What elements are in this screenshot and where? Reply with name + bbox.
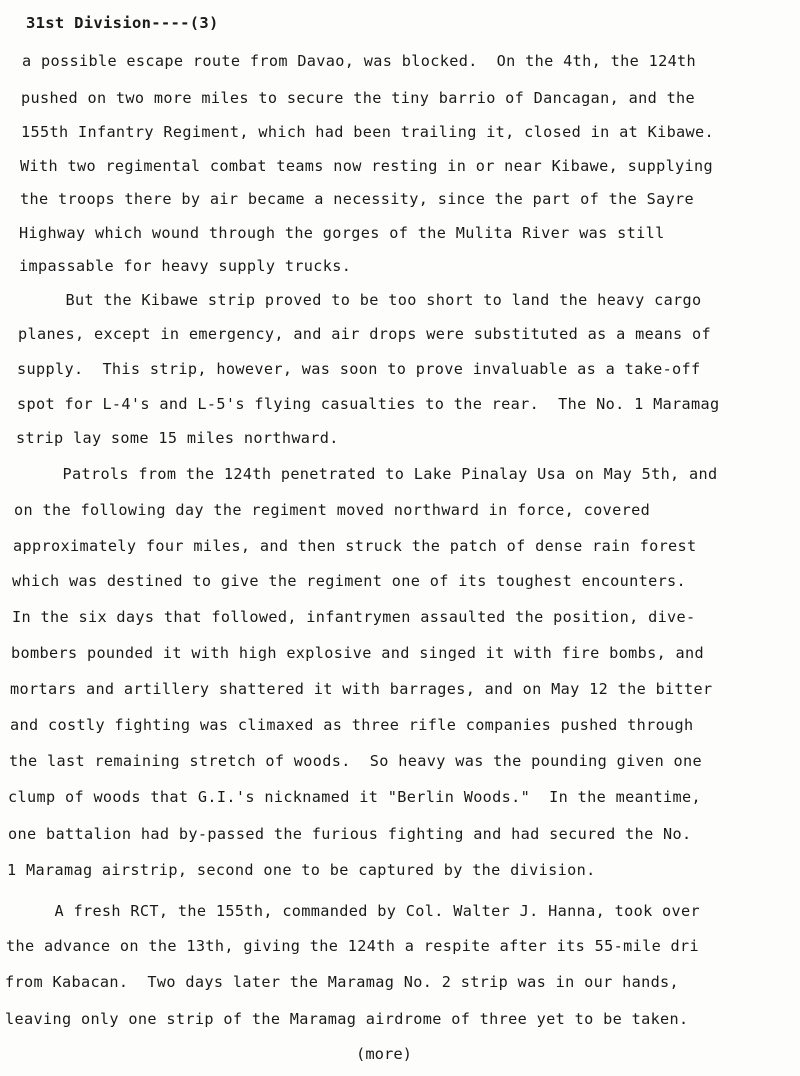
text-line: one battalion had by-passed the furious fighting and had secured the No. — [8, 825, 692, 843]
text-line: bombers pounded it with high explosive and singed it with fire bombs, and — [11, 644, 705, 662]
text-line: which was destined to give the regiment one of its toughest encounters. — [12, 572, 687, 590]
text-line: the troops there by air became a necessity, since the part of the Sayre — [20, 190, 695, 208]
text-line: supply. This strip, however, was soon to prove invaluable as a take-off — [17, 360, 701, 378]
text-line: pushed on two more miles to secure the tiny barrio of Dancagan, and the — [21, 89, 696, 107]
text-line: approximately four miles, and then struck the patch of dense rain forest — [13, 537, 697, 555]
text-line: planes, except in emergency, and air drops were substituted as a means of — [18, 325, 712, 343]
text-line: leaving only one strip of the Maramag airdrome of three yet to be taken. — [5, 1010, 689, 1028]
text-line: 155th Infantry Regiment, which had been trailing it, closed in at Kibawe. — [21, 123, 715, 141]
text-line: from Kabacan. Two days later the Maramag No. 2 strip was in our hands, — [5, 973, 680, 991]
text-line: 1 Maramag airstrip, second one to be captured by the division. — [7, 861, 596, 879]
text-line: on the following day the regiment moved northward in force, covered — [14, 501, 651, 519]
text-line: mortars and artillery shattered it with barrages, and on May 12 the bitter — [10, 680, 713, 698]
page-footer-more: (more) — [356, 1045, 412, 1063]
text-line: clump of woods that G.I.'s nicknamed it "Berlin Woods." In the meantime, — [8, 788, 702, 806]
text-line: strip lay some 15 miles northward. — [16, 429, 339, 447]
page-header: 31st Division----(3) — [26, 14, 219, 32]
text-line: the advance on the 13th, giving the 124th a respite after its 55-mile dri — [6, 937, 700, 955]
text-line: Highway which wound through the gorges of the Mulita River was still — [19, 224, 665, 242]
text-line: But the Kibawe strip proved to be too short to land the heavy cargo — [18, 291, 702, 309]
text-line: spot for L-4's and L-5's flying casualties to the rear. The No. 1 Maramag — [17, 395, 720, 413]
text-line: impassable for heavy supply trucks. — [19, 257, 352, 275]
text-line: the last remaining stretch of woods. So heavy was the pounding given one — [9, 752, 703, 770]
text-line: A fresh RCT, the 155th, commanded by Col. Walter J. Hanna, took over — [7, 902, 701, 920]
text-line: and costly fighting was climaxed as three rifle companies pushed through — [10, 716, 694, 734]
text-line: a possible escape route from Davao, was blocked. On the 4th, the 124th — [22, 52, 697, 70]
text-line: In the six days that followed, infantrymen assaulted the position, dive- — [12, 608, 696, 626]
text-line: With two regimental combat teams now resting in or near Kibawe, supplying — [20, 157, 714, 175]
text-line: Patrols from the 124th penetrated to Lake Pinalay Usa on May 5th, and — [15, 465, 718, 483]
